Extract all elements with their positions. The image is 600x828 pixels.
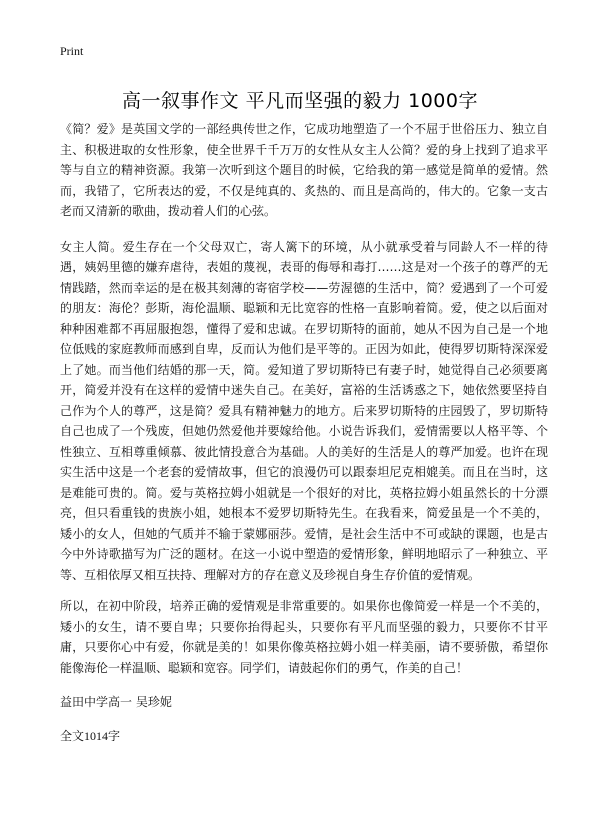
- article-body: [60, 119, 548, 746]
- paragraph-story: 女主人简。爱生存在一个父母双亡，寄人篱下的环境，从小就承受着与同龄人不一样的待遇，姨妈里德的嫌弃虐待，表姐的蔑视，表哥的侮辱和毒打……这是对一个孩子的尊严的无情践踏，然而幸运的是在极其刻薄的寄宿学校——劳渥德的生活中，简？爱遇到了一个可爱的朋友：海伦？彭斯，海伦温顺、聪颖和无比宽容的性格一直影响着简。爱，使之以后面对种种困难都不再屈服抱怨，懂得了爱和忠诚。在罗切斯特的面前，她从不因为自己是一个地位低贱的家庭教师而感到自卑，反而认为他们是平等的。正因为如此，使得罗切斯特深深爱上了她。而当他们结婚的那一天，简。爱知道了罗切斯特已有妻子时，她觉得自己必须要离开，简爱并没有在这样的爱情中迷失自己。在美好，富裕的生活诱惑之下，她依然要坚持自己作为个人的尊严，这是简？爱具有精神魅力的地方。后来罗切斯特的庄园毁了，罗切斯特自己也成了一个残废，但她仍然爱他并要嫁给他。小说告诉我们，爱情需要以人格平等、个性独立、互相尊重倾慕、彼此情投意合为基础。人的美好的生活是人的尊严加爱。也许在现实生活中这是一个老套的爱情故事，但它的浪漫仍可以跟泰坦尼克相媲美。而且在当时，这是难能可贵的。简。爱与英格拉姆小姐就是一个很好的对比，英格拉姆小姐虽然长的十分漂亮，但只看重钱的贵族小姐，她根本不爱罗切斯特先生。在我看来，简爱虽是一个不美的，矮小的女人，但她的气质并不输于蒙娜丽莎。爱情，是社会生活中不可或缺的课题，也是古今中外诗歌描写为广泛的题材。在这一小说中塑造的爱情形象，鲜明地昭示了一种独立、平等、互相依厚又相互扶持、理解对方的存在意义及珍视自身生存价值的爱情观。: [60, 239, 548, 582]
- paragraph-intro: 《简？爱》是英国文学的一部经典传世之作，它成功地塑造了一个不屈于世俗压力、独立自主、积极进取的女性形象，使全世界千千万万的女性从女主人公简？爱的身上找到了追求平等与自立的精神资源。我第一次听到这个题目的时候，它给我的第一感觉是简单的爱情。然而，我错了，它所表达的爱，不仅是纯真的、炙热的、而且是高尚的，伟大的。它象一支古老而又清新的歌曲，拨动着人们的心弦。: [60, 122, 548, 218]
- word-count: 全文1014字: [60, 729, 121, 743]
- paragraph-conclusion: 所以，在初中阶段，培养正确的爱情观是非常重要的。如果你也像简爱一样是一个不美的，矮小的女生，请不要自卑；只要你抬得起头，只要你有平凡而坚强的毅力，只要你不甘平庸，只要你心中有爱，你就是美的！如果你像英格拉姆小姐一样美丽，请不要骄傲，希望你能像海伦一样温顺、聪颖和宽容。同学们，请鼓起你们的勇气，作美的自己！: [60, 599, 548, 675]
- page-title: 高一叙事作文 平凡而坚强的毅力 1000字: [122, 90, 478, 112]
- author-line: 益田中学高一 吴珍妮: [60, 695, 172, 709]
- print-link[interactable]: Print: [60, 44, 84, 58]
